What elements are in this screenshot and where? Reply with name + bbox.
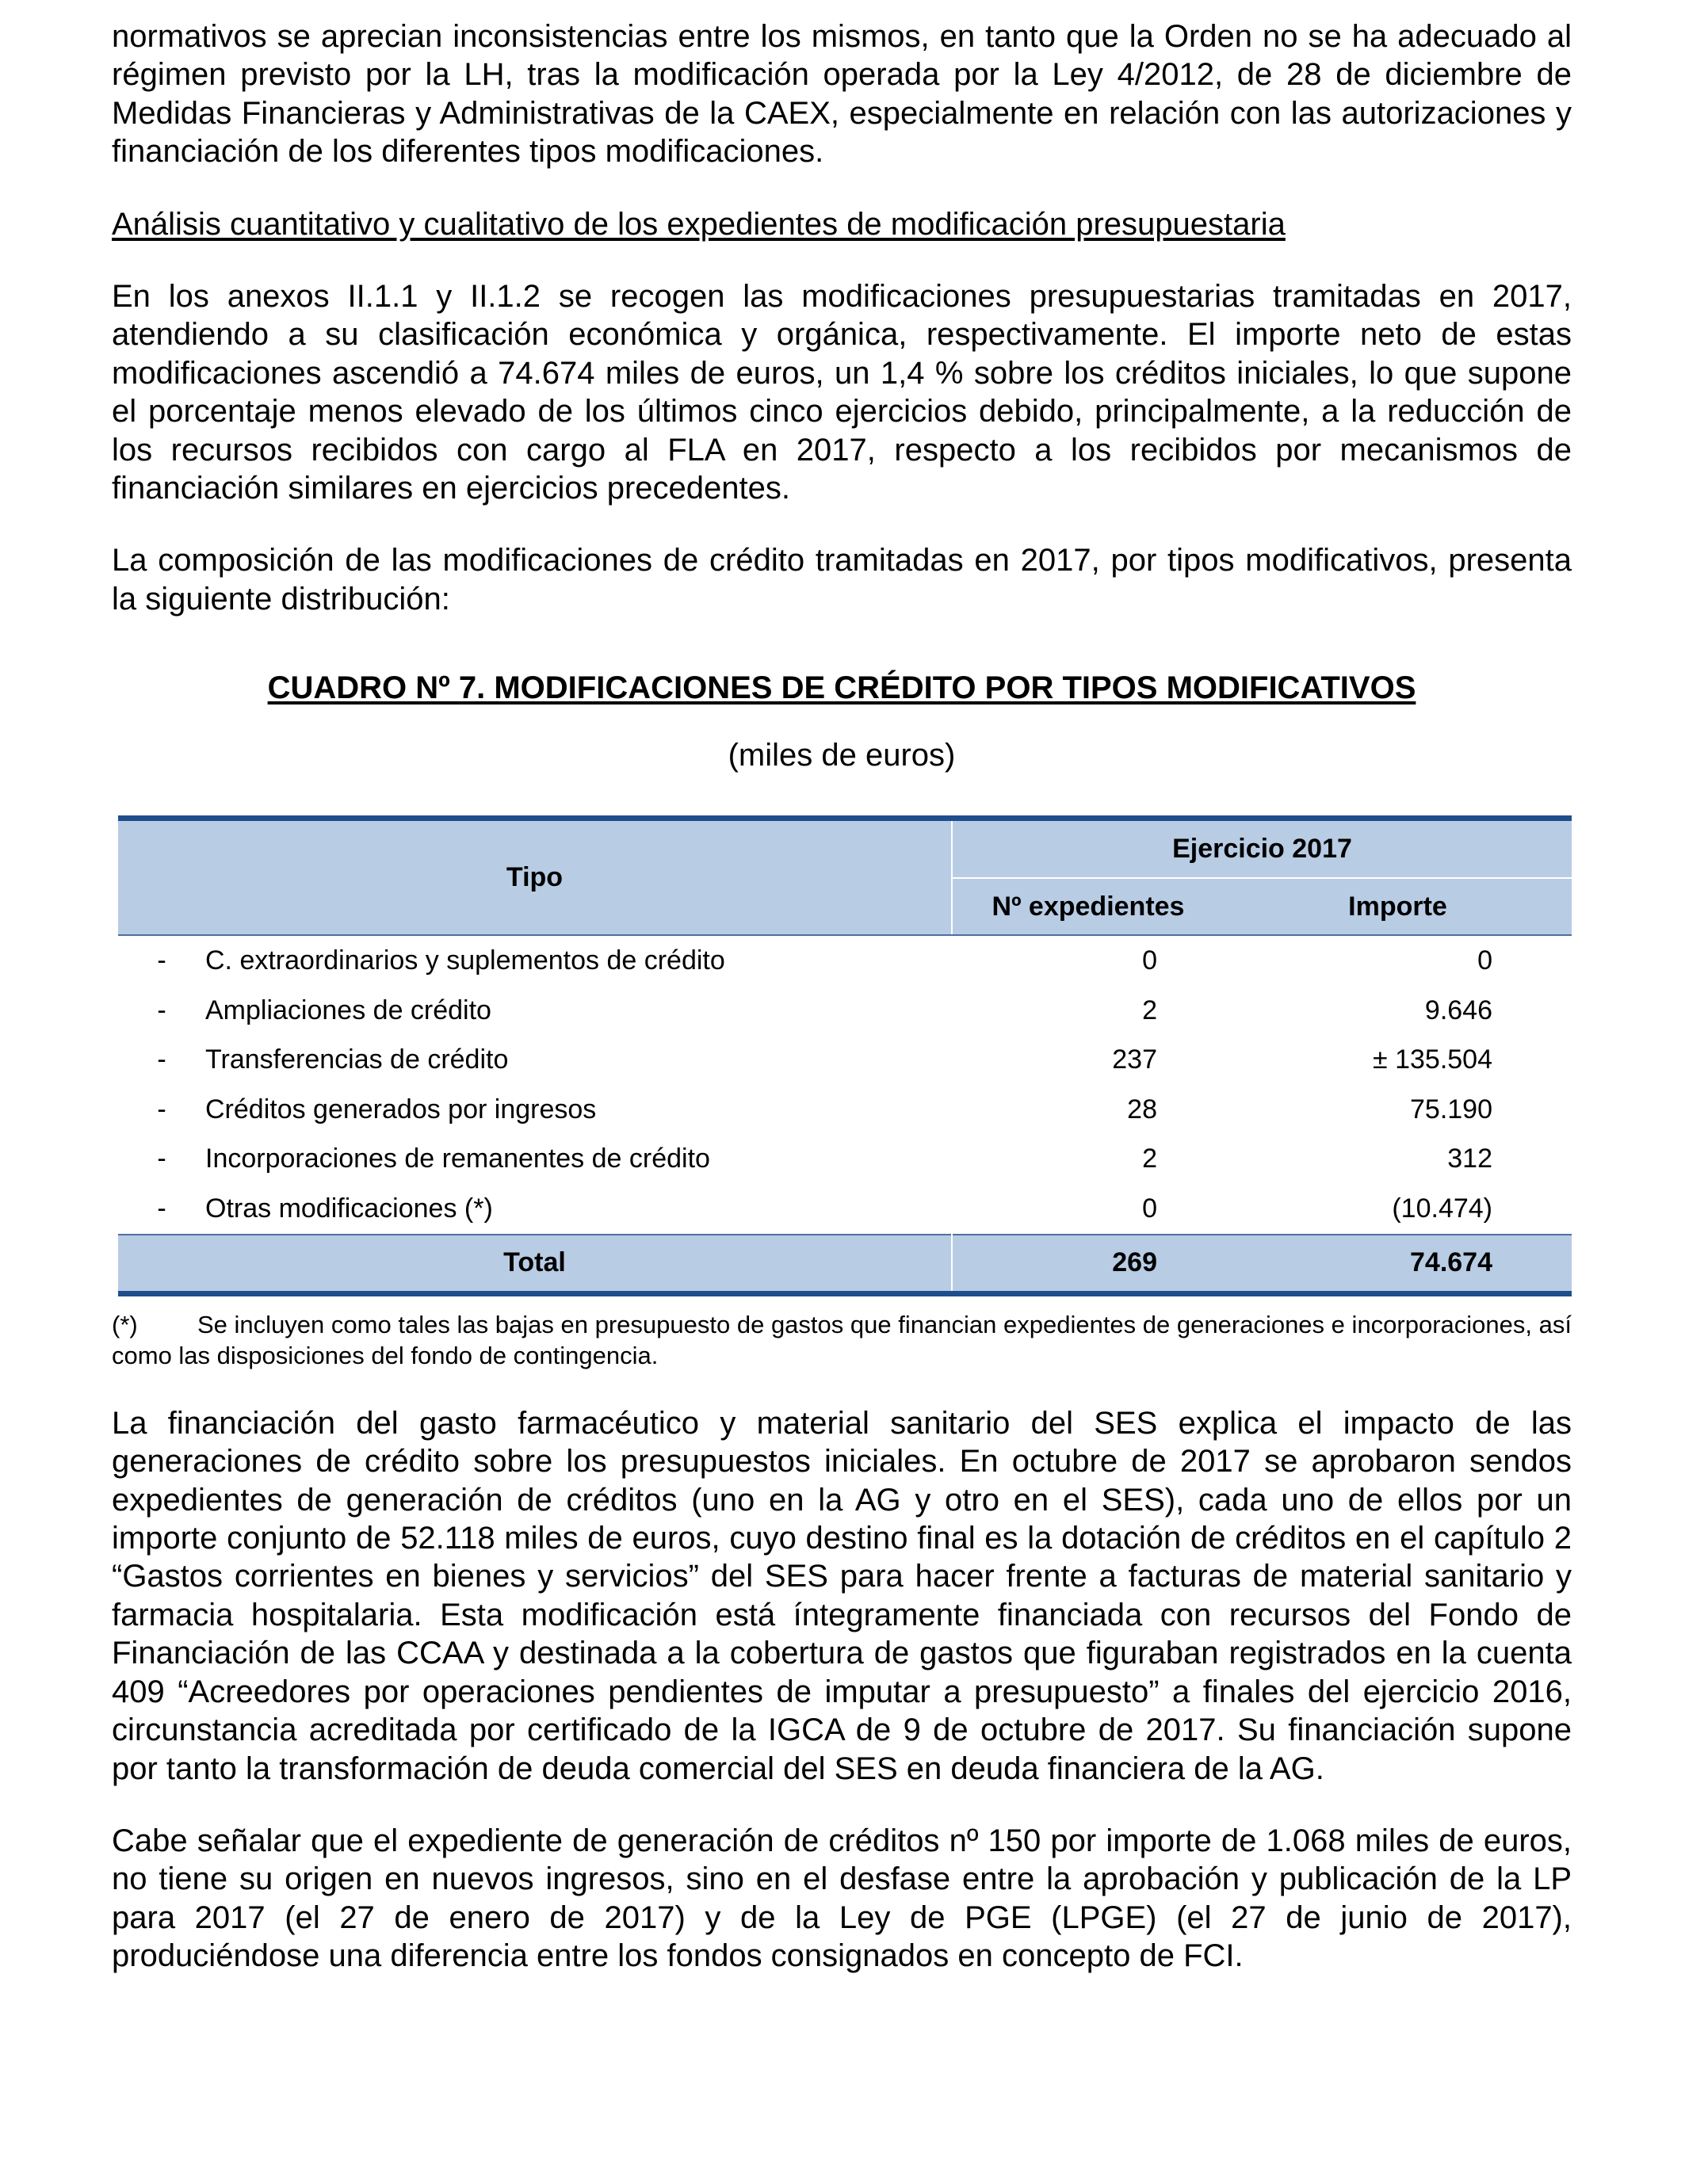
table-row xyxy=(118,1184,1572,1235)
total-importe: 74.674 xyxy=(1224,1235,1572,1294)
row-bullet: - xyxy=(157,1094,166,1124)
row-importe: 312 xyxy=(1447,1144,1492,1174)
row-bullet: - xyxy=(157,995,166,1025)
table-row xyxy=(118,1085,1572,1135)
table-footnote xyxy=(112,1309,1572,1371)
total-label: Total xyxy=(118,1235,952,1294)
row-bullet: - xyxy=(157,945,166,976)
table-row xyxy=(118,986,1572,1036)
paragraph-anexos: En los anexos II.1.1 y II.1.2 se recogen las modificaciones presupuestarias tramitadas en 2017, atendiendo a su clasificación económica y orgánica, respectivamente. El importe neto de estas modificaciones ascendió a 74.674 miles de euros, un 1,4 % sobre los créditos iniciales, lo que supone el porcentaje menos elevado de los últimos cinco ejercicios debido, principalmente, a la reducción de los recursos recibidos con cargo al FLA en 2017, respecto a los recibidos por mecanismos de financiación similares en ejercicios precedentes. xyxy=(112,279,1572,506)
row-bullet: - xyxy=(157,1193,166,1224)
section-heading: Análisis cuantitativo y cualitativo de los expedientes de modificación presupuestaria xyxy=(112,206,1286,242)
table-row xyxy=(118,1035,1572,1085)
paragraph-composicion: La composición de las modificaciones de crédito tramitadas en 2017, por tipos modificativos, presenta la siguiente distribución: xyxy=(112,543,1572,617)
row-importe: ± 135.504 xyxy=(1372,1044,1492,1075)
row-bullet: - xyxy=(157,1044,166,1075)
table-title: CUADRO Nº 7. MODIFICACIONES DE CRÉDITO POR TIPOS MODIFICATIVOS xyxy=(267,670,1416,706)
row-tipo: Incorporaciones de remanentes de crédito xyxy=(205,1144,710,1174)
table-row xyxy=(118,1135,1572,1185)
header-expedientes: Nº expedientes xyxy=(952,878,1224,936)
row-tipo: Otras modificaciones (*) xyxy=(205,1193,493,1224)
table-row xyxy=(118,935,1572,986)
row-expedientes: 2 xyxy=(1142,1144,1157,1174)
row-expedientes: 0 xyxy=(1142,945,1157,976)
row-importe: 0 xyxy=(1477,945,1492,976)
table-units: (miles de euros) xyxy=(728,738,956,773)
row-expedientes: 0 xyxy=(1142,1193,1157,1224)
total-expedientes: 269 xyxy=(952,1235,1224,1294)
paragraph-cabe-senalar: Cabe señalar que el expediente de generación de créditos nº 150 por importe de 1.068 miles de euros, no tiene su origen en nuevos ingresos, sino en el desfase entre la aprobación y publicación de la LP para 2017 (el 27 de enero de 2017) y de la Ley de PGE (LPGE) (el 27 de junio de 2017), produciéndose una diferencia entre los fondos consignados en concepto de FCI. xyxy=(112,1823,1572,1974)
document-page xyxy=(112,17,1572,1976)
row-expedientes: 237 xyxy=(1112,1044,1157,1075)
row-tipo: C. extraordinarios y suplementos de crédito xyxy=(205,945,725,976)
paragraph-financiacion: La financiación del gasto farmacéutico y material sanitario del SES explica el impacto de las generaciones de crédito sobre los presupuestos iniciales. En octubre de 2017 se aprobaron sendos expedientes de generación de créditos (uno en la AG y otro en el SES), cada uno de ellos por un importe conjunto de 52.118 miles de euros, cuyo destino final es la dotación de créditos en el capítulo 2 “Gastos corrientes en bienes y servicios” del SES para hacer frente a facturas de material sanitario y farmacia hospitalaria. Esta modificación está íntegramente financiada con recursos del Fondo de Financiación de las CCAA y destinada a la cobertura de gastos que figuraban registrados en la cuenta 409 “Acreedores por operaciones pendientes de imputar a presupuesto” a finales del ejercicio 2016, circunstancia acreditada por certificado de la IGCA de 9 de octubre de 2017. Su financiación supone por tanto la transformación de deuda comercial del SES en deuda financiera de la AG. xyxy=(112,1405,1572,1786)
header-tipo: Tipo xyxy=(118,819,952,936)
footnote-mark: (*) xyxy=(112,1310,138,1338)
modificaciones-table xyxy=(118,815,1572,1296)
row-expedientes: 2 xyxy=(1142,995,1157,1025)
row-importe: 75.190 xyxy=(1410,1094,1492,1124)
row-expedientes: 28 xyxy=(1127,1094,1157,1124)
row-tipo: Transferencias de crédito xyxy=(205,1044,509,1075)
row-importe: 9.646 xyxy=(1424,995,1492,1025)
row-tipo: Ampliaciones de crédito xyxy=(205,995,491,1025)
paragraph-normativos: normativos se aprecian inconsistencias entre los mismos, en tanto que la Orden no se ha adecuado al régimen previsto por la LH, tras la modificación operada por la Ley 4/2012, de 28 de diciembre de Medidas Financieras y Administrativas de la CAEX, especialmente en relación con las autorizaciones y financiación de los diferentes tipos modificaciones. xyxy=(112,19,1572,170)
row-importe: (10.474) xyxy=(1392,1193,1492,1224)
footnote-text: Se incluyen como tales las bajas en presupuesto de gastos que financian expedientes de generaciones e incorporaciones, así como las disposiciones del fondo de contingencia. xyxy=(112,1310,1572,1369)
row-tipo: Créditos generados por ingresos xyxy=(205,1094,597,1124)
row-bullet: - xyxy=(157,1144,166,1174)
header-ejercicio: Ejercicio 2017 xyxy=(952,819,1572,878)
total-row xyxy=(118,1235,1572,1294)
header-importe: Importe xyxy=(1224,878,1572,936)
